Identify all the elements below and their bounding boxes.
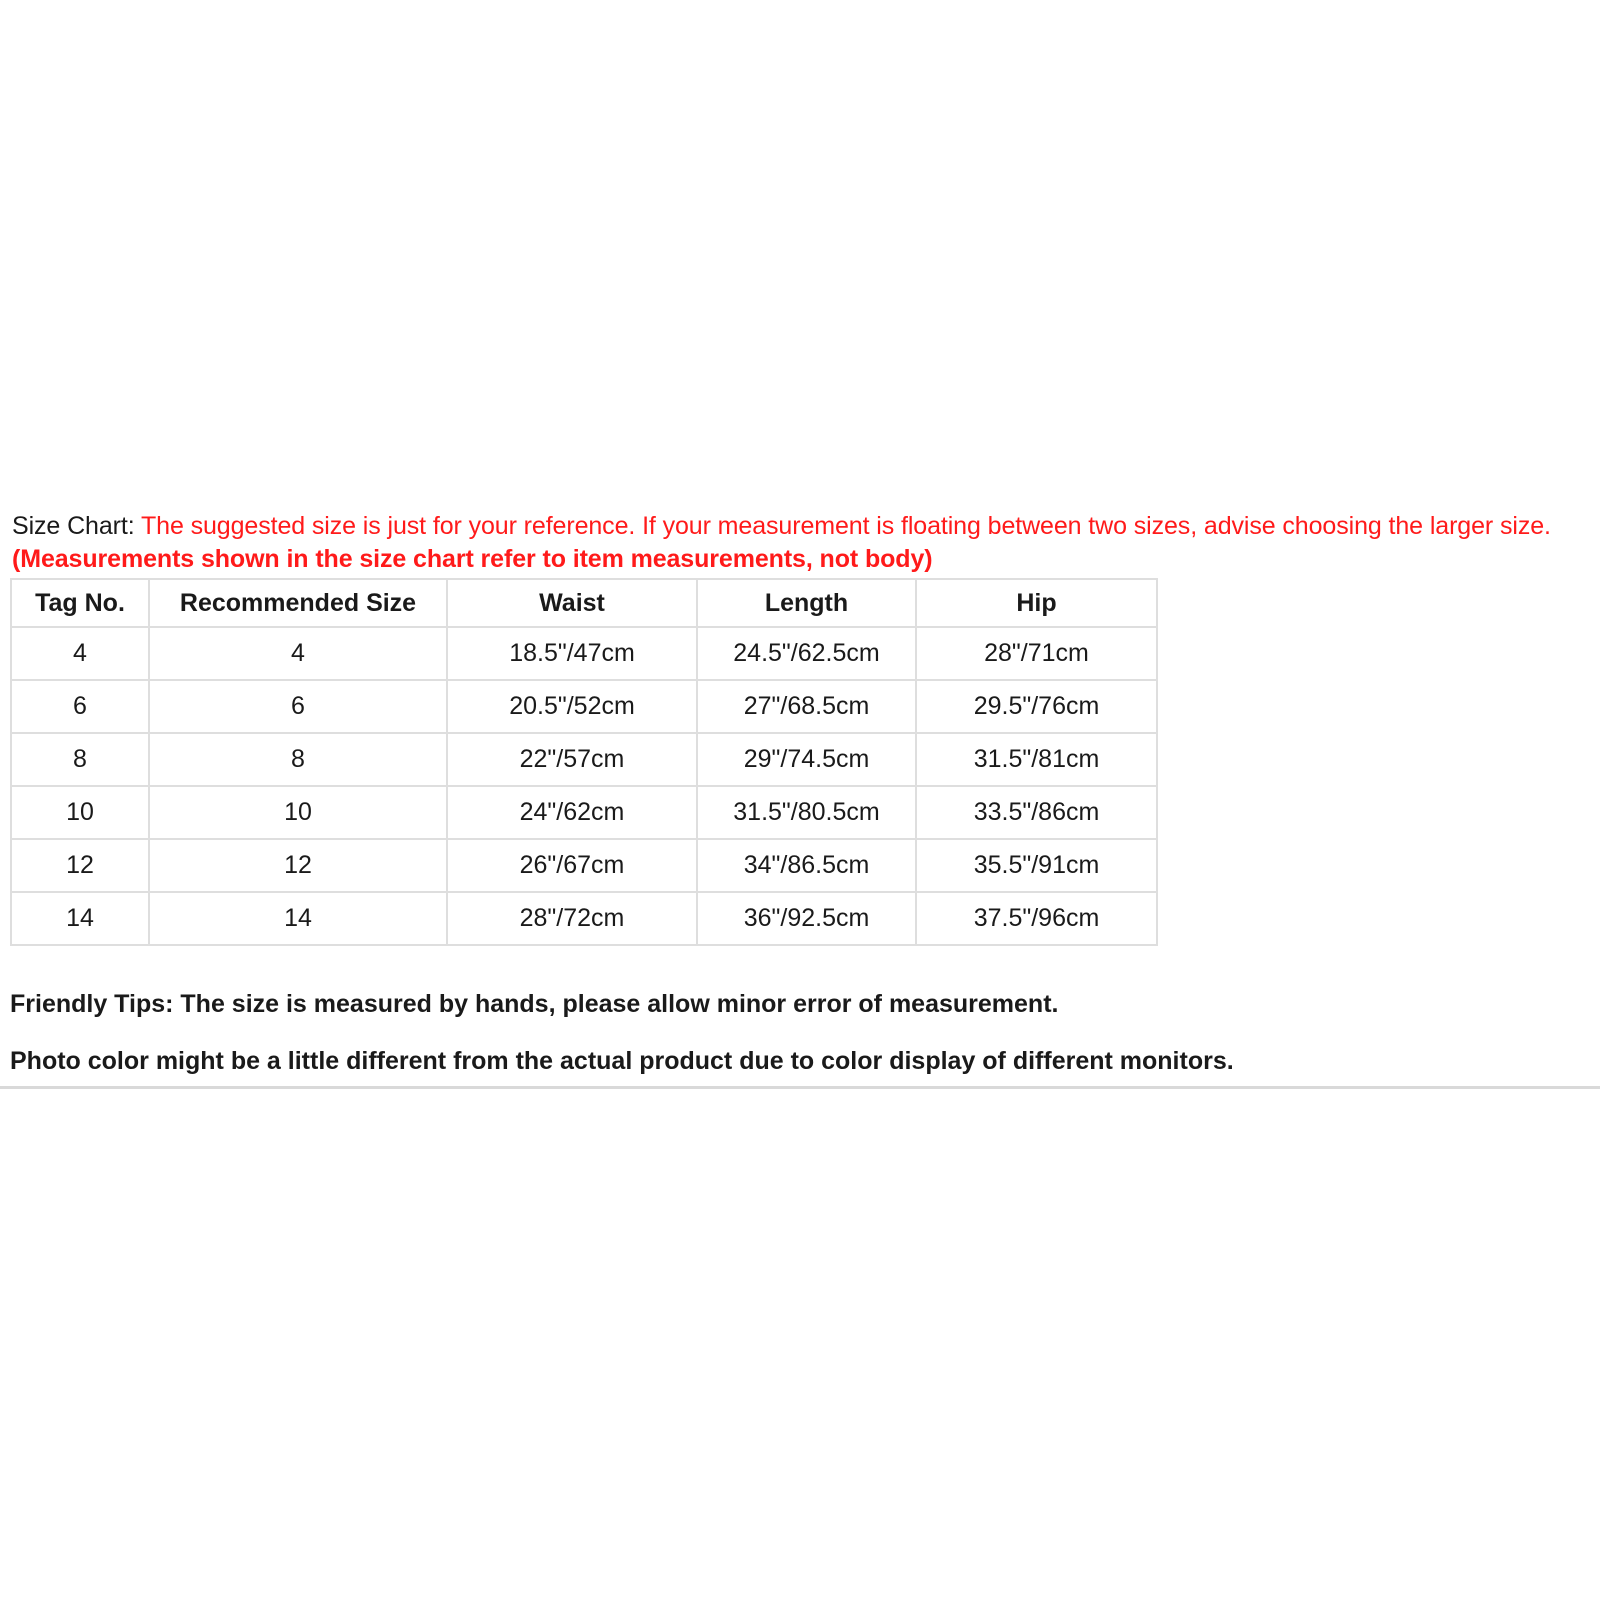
cell-length: 29"/74.5cm <box>697 733 916 786</box>
cell-waist: 28"/72cm <box>447 892 697 945</box>
cell-recommended-size: 6 <box>149 680 447 733</box>
cell-hip: 37.5"/96cm <box>916 892 1157 945</box>
header-waist: Waist <box>447 579 697 627</box>
photo-color-note: Photo color might be a little different from the actual product due to color display of different monitors. <box>10 1047 1234 1075</box>
header-recommended-size: Recommended Size <box>149 579 447 627</box>
table-row <box>11 627 1157 680</box>
cell-waist: 22"/57cm <box>447 733 697 786</box>
cell-tag-no: 10 <box>11 786 149 839</box>
cell-length: 27"/68.5cm <box>697 680 916 733</box>
size-chart-note: The suggested size is just for your reference. If your measurement is floating between two sizes, advise choosing the larger size. <box>140 512 1551 540</box>
cell-recommended-size: 8 <box>149 733 447 786</box>
cell-hip: 33.5"/86cm <box>916 786 1157 839</box>
cell-length: 36"/92.5cm <box>697 892 916 945</box>
cell-length: 31.5"/80.5cm <box>697 786 916 839</box>
size-chart-colon: : <box>127 512 141 540</box>
cell-recommended-size: 12 <box>149 839 447 892</box>
cell-waist: 18.5"/47cm <box>447 627 697 680</box>
cell-length: 24.5"/62.5cm <box>697 627 916 680</box>
size-table <box>10 578 1158 946</box>
cell-recommended-size: 10 <box>149 786 447 839</box>
divider <box>0 1086 1600 1089</box>
cell-recommended-size: 14 <box>149 892 447 945</box>
size-chart-emphasis: (Measurements shown in the size chart refer to item measurements, not body) <box>12 545 933 573</box>
cell-hip: 28"/71cm <box>916 627 1157 680</box>
header-length: Length <box>697 579 916 627</box>
table-row <box>11 786 1157 839</box>
size-chart-section <box>10 510 1595 1076</box>
cell-tag-no: 6 <box>11 680 149 733</box>
cell-waist: 26"/67cm <box>447 839 697 892</box>
table-row <box>11 839 1157 892</box>
size-chart-intro <box>10 510 1595 576</box>
cell-tag-no: 4 <box>11 627 149 680</box>
header-tag-no: Tag No. <box>11 579 149 627</box>
cell-tag-no: 8 <box>11 733 149 786</box>
table-row <box>11 733 1157 786</box>
cell-tag-no: 12 <box>11 839 149 892</box>
cell-waist: 20.5"/52cm <box>447 680 697 733</box>
cell-tag-no: 14 <box>11 892 149 945</box>
header-hip: Hip <box>916 579 1157 627</box>
table-row <box>11 680 1157 733</box>
cell-length: 34"/86.5cm <box>697 839 916 892</box>
cell-hip: 35.5"/91cm <box>916 839 1157 892</box>
size-chart-label: Size Chart <box>12 512 128 540</box>
friendly-tips: Friendly Tips: The size is measured by hands, please allow minor error of measurement. <box>10 990 1059 1018</box>
table-header-row <box>11 579 1157 627</box>
cell-hip: 29.5"/76cm <box>916 680 1157 733</box>
table-row <box>11 892 1157 945</box>
cell-waist: 24"/62cm <box>447 786 697 839</box>
cell-hip: 31.5"/81cm <box>916 733 1157 786</box>
cell-recommended-size: 4 <box>149 627 447 680</box>
